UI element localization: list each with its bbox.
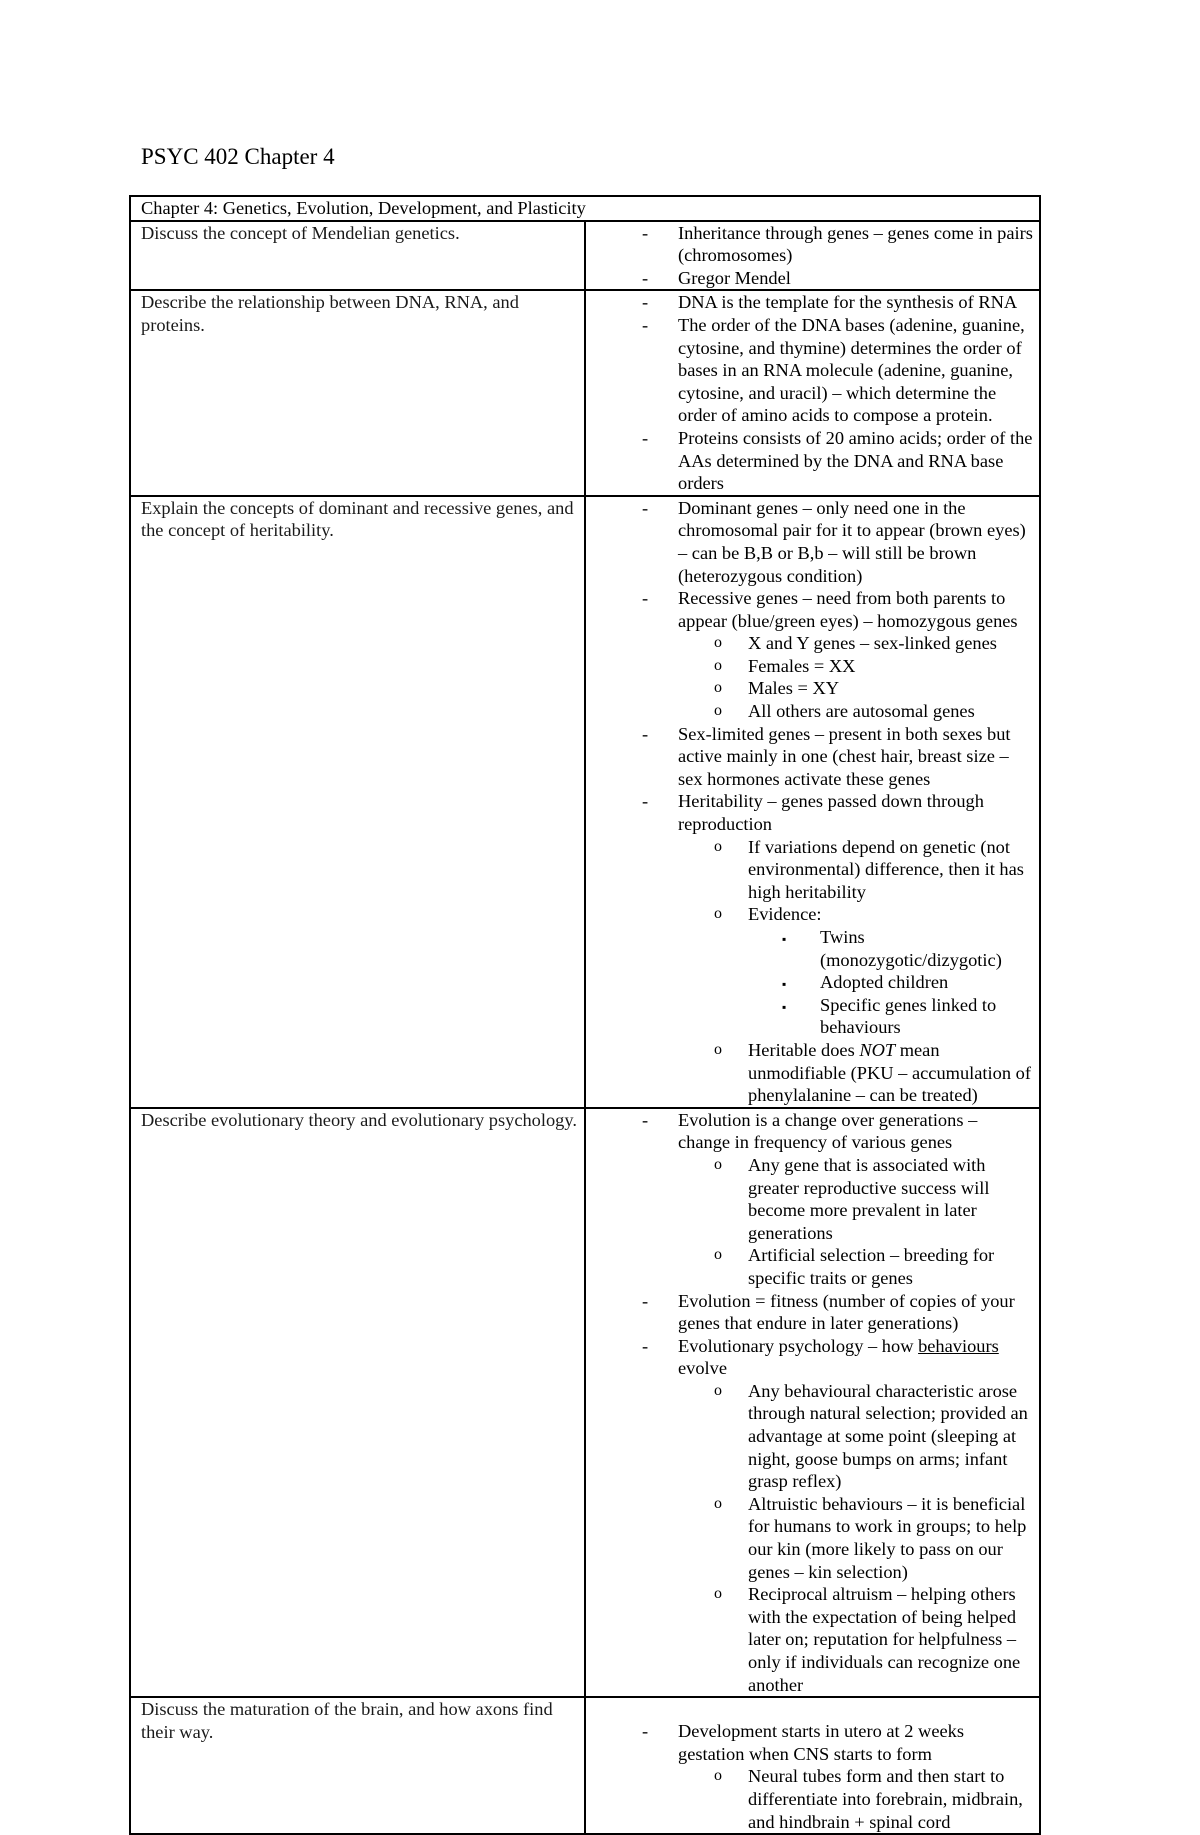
question-cell: Discuss the concept of Mendelian genetics. xyxy=(130,221,585,291)
answer-cell xyxy=(585,496,1040,1108)
table-header: Chapter 4: Genetics, Evolution, Development, and Plasticity xyxy=(130,196,1040,221)
sub-list-item: o Females = XX xyxy=(714,655,856,676)
circle-marker: o xyxy=(714,1040,722,1058)
circle-marker: o xyxy=(714,1494,722,1512)
list-item: - The order of the DNA bases (adenine, guanine, cytosine, and thymine) determines the order of bases in an RNA molecule (adenine, guanine, cytosine, and uracil) – which determine the order of amino acids to compose a protein. xyxy=(642,314,1025,426)
sub-list-item: o Neural tubes form and then start to differentiate into forebrain, midbrain, and hindbrain + spinal cord xyxy=(714,1766,1023,1832)
square-bullet-icon: ▪ xyxy=(782,999,787,1014)
notes-table xyxy=(129,195,1041,1835)
document-title: PSYC 402 Chapter 4 xyxy=(141,144,335,169)
sub-list-item: o Reciprocal altruism – helping others with the expectation of being helped later on; reputation for helpfulness – only if individuals can recognize one another xyxy=(714,1584,1021,1695)
dash-marker: - xyxy=(642,267,649,288)
dash-marker: - xyxy=(642,1721,649,1742)
circle-marker: o xyxy=(714,1585,722,1603)
answer-cell xyxy=(585,290,1040,495)
dash-marker: - xyxy=(642,1109,649,1130)
sub-list-item: o All others are autosomal genes xyxy=(714,701,975,722)
list-item: - DNA is the template for the synthesis of RNA xyxy=(642,292,1018,313)
dash-marker: - xyxy=(642,497,649,518)
sub-list-item: o If variations depend on genetic (not environmental) difference, then it has high heritability xyxy=(714,836,1024,902)
answer-cell xyxy=(585,1697,1040,1834)
circle-marker: o xyxy=(714,1767,722,1785)
dash-marker: - xyxy=(642,427,649,448)
sub-list-item: o Any behavioural characteristic arose through natural selection; provided an advantage at some point (sleeping at night, goose bumps on arms; infant grasp reflex) xyxy=(714,1380,1028,1492)
sub-list-item: o Heritable does NOT mean unmodifiable (PKU – accumulation of phenylalanine – can be treated) xyxy=(714,1039,1031,1106)
table-row xyxy=(130,221,1040,291)
dash-marker: - xyxy=(642,292,649,313)
list-item: - Sex-limited genes – present in both sexes but active mainly in one (chest hair, breast size – sex hormones activate these genes xyxy=(642,723,1011,789)
circle-marker: o xyxy=(714,837,722,855)
question-cell: Explain the concepts of dominant and recessive genes, and the concept of heritability. xyxy=(130,496,585,1108)
dash-marker: - xyxy=(642,222,649,243)
sub-list-item: o Artificial selection – breeding for specific traits or genes xyxy=(714,1245,995,1288)
table-row xyxy=(130,496,1040,1108)
dash-marker: - xyxy=(642,1290,649,1311)
circle-marker: o xyxy=(714,1246,722,1264)
list-item: - Evolution = fitness (number of copies of your genes that endure in later generations) xyxy=(642,1290,1015,1334)
list-item: - Recessive genes – need from both parents to appear (blue/green eyes) – homozygous genes xyxy=(642,588,1018,631)
square-bullet-icon: ▪ xyxy=(782,977,787,992)
answer-cell xyxy=(585,221,1040,291)
dash-marker: - xyxy=(642,1335,649,1356)
list-item: - Proteins consists of 20 amino acids; order of the AAs determined by the DNA and RNA base orders xyxy=(642,427,1033,494)
circle-marker: o xyxy=(714,1155,722,1173)
sub-sub-list-item: ▪ Adopted children xyxy=(596,971,1033,994)
table-row xyxy=(130,1108,1040,1697)
list-item: - Development starts in utero at 2 weeks gestation when CNS starts to form xyxy=(642,1721,964,1764)
list-item: - Evolutionary psychology – how behaviours evolve xyxy=(642,1335,999,1379)
table-row xyxy=(130,290,1040,495)
sub-sub-list-item: ▪ Twins (monozygotic/dizygotic) xyxy=(782,927,1002,970)
question-cell: Discuss the maturation of the brain, and how axons find their way. xyxy=(130,1697,585,1834)
dash-marker: - xyxy=(642,791,649,812)
circle-marker: o xyxy=(714,656,722,674)
list-item: - Dominant genes – only need one in the chromosomal pair for it to appear (brown eyes) – can be B,B or B,b – will still be brown (heterozygous condition) xyxy=(642,497,1026,586)
list-item: - Evolution is a change over generations – change in frequency of various genes xyxy=(642,1109,978,1153)
sub-sub-list-item: ▪ Specific genes linked to behaviours xyxy=(782,994,997,1038)
answer-cell xyxy=(585,1108,1040,1697)
table-header-row xyxy=(130,196,1040,221)
sub-list-item: o Any gene that is associated with greater reproductive success will become more prevalent in later generations xyxy=(714,1154,990,1243)
sub-list-item: o Evidence: xyxy=(714,904,822,925)
table-row xyxy=(130,1697,1040,1834)
emphasis-text: NOT xyxy=(859,1039,896,1060)
question-cell: Describe the relationship between DNA, RNA, and proteins. xyxy=(130,290,585,495)
list-item: - Gregor Mendel xyxy=(642,267,791,288)
circle-marker: o xyxy=(714,634,722,652)
dash-marker: - xyxy=(642,314,649,335)
circle-marker: o xyxy=(714,702,722,720)
question-cell: Describe evolutionary theory and evolutionary psychology. xyxy=(130,1108,585,1697)
circle-marker: o xyxy=(714,905,722,923)
sub-list-item: o Males = XY xyxy=(714,678,840,699)
circle-marker: o xyxy=(714,679,722,697)
list-item: - Inheritance through genes – genes come in pairs (chromosomes) xyxy=(642,222,1033,266)
dash-marker: - xyxy=(642,588,649,609)
list-item: - Heritability – genes passed down through reproduction xyxy=(642,791,984,835)
sub-list-item: o Altruistic behaviours – it is beneficial for humans to work in groups; to help our kin (more likely to pass on our genes – kin selection) xyxy=(714,1493,1027,1582)
dash-marker: - xyxy=(642,723,649,744)
square-bullet-icon: ▪ xyxy=(782,932,787,946)
circle-marker: o xyxy=(714,1381,722,1399)
sub-list-item: o X and Y genes – sex-linked genes xyxy=(714,633,997,654)
underlined-text: behaviours xyxy=(918,1335,999,1356)
